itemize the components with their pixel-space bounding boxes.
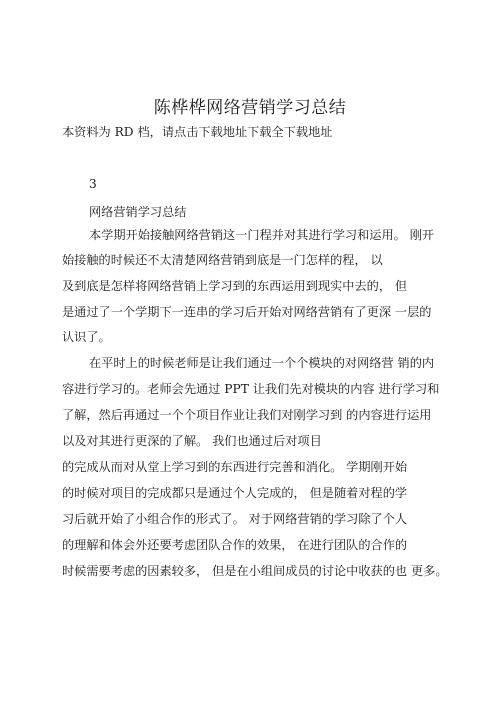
paragraph-line: 容进行学习的。老师会先通过 PPT 让我们先对模块的内容 进行学习和 [62,382,440,396]
section-number: 3 [89,177,97,191]
paragraph-line: 的时候对项目的完成都只是通过个人完成的， 但是随着对程的学 [62,486,408,500]
download-note: 本资料为 RD 档，请点击下载地址下载全下载地址 [62,125,333,139]
paragraph-line: 是通过了一个学期下一连串的学习后开始对网络营销有了更深 一层的 [62,305,432,319]
paragraph-line: 在平时上的时候老师是让我们通过一个个模块的对网络营 销的内 [89,356,435,370]
paragraph-line: 了解，然后再通过一个个项目作业让我们对刚学习到 的内容进行运用 [62,408,432,422]
paragraph-line: 始接触的时候还不太清楚网络营销到底是一门怎样的程， 以 [62,253,383,267]
section-heading: 网络营销学习总结 [89,205,187,219]
paragraph-line: 以及对其进行更深的了解。 我们也通过后对项目 [62,434,322,448]
paragraph-line: 的完成从而对从堂上学习到的东西进行完善和消化。 学期刚开始 [62,460,408,474]
document-title: 陈桦桦网络营销学习总结 [153,98,347,118]
paragraph-line: 认识了。 [62,330,111,344]
paragraph-line: 及到底是怎样将网络营销上学习到的东西运用到现实中去的， 但 [62,279,408,293]
paragraph-line: 的理解和体会外还要考虑团队合作的效果， 在进行团队的合作的 [62,538,408,552]
paragraph-line: 时候需要考虑的因素较多， 但是在小组间成员的讨论中收获的也 更多。 [62,564,448,578]
paragraph-line: 本学期开始接触网络营销这一门程并对其进行学习和运用。 刚开 [89,228,435,242]
paragraph-line: 习后就开始了小组合作的形式了。 对于网络营销的学习除了个人 [62,512,408,526]
